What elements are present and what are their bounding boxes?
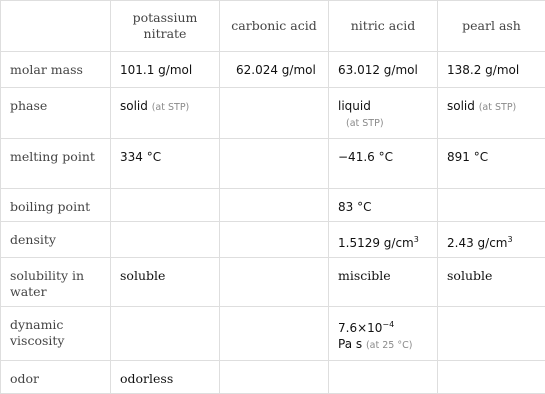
table-cell [220, 139, 329, 189]
density-value: 2.43 g/cm [447, 236, 507, 250]
corner-cell [1, 1, 111, 52]
table-cell: 62.024 g/mol [220, 52, 329, 88]
table-cell: −41.6 °C [329, 139, 438, 189]
table-cell: 63.012 g/mol [329, 52, 438, 88]
column-header-pearl-ash: pearl ash [438, 1, 545, 52]
phase-note: (at STP) [479, 102, 517, 113]
table-cell: soluble [438, 258, 545, 307]
header-row [1, 1, 545, 52]
density-exponent: 3 [414, 235, 419, 244]
table-cell: 891 °C [438, 139, 545, 189]
row-label: boiling point [1, 189, 111, 222]
table-cell [220, 307, 329, 361]
column-header-carbonic-acid: carbonic acid [220, 1, 329, 52]
row-label: melting point [1, 139, 111, 189]
table-cell [111, 307, 220, 361]
phase-value: liquid [338, 98, 437, 114]
density-value: 1.5129 g/cm [338, 236, 414, 250]
table-cell [438, 88, 545, 139]
table-cell [111, 88, 220, 139]
row-label: odor [1, 361, 111, 394]
table-cell [220, 222, 329, 258]
phase-note: (at STP) [338, 114, 437, 132]
table-cell [111, 222, 220, 258]
row-label: molar mass [1, 52, 111, 88]
phase-value: solid [120, 99, 148, 113]
table-cell [329, 361, 438, 394]
table-cell: 101.1 g/mol [111, 52, 220, 88]
viscosity-value: 7.6×10 [338, 321, 382, 335]
table-cell [220, 258, 329, 307]
viscosity-exponent: −4 [382, 320, 394, 329]
table-row-melting-point [1, 139, 545, 189]
viscosity-note: (at 25 °C) [366, 340, 412, 351]
table-cell: 83 °C [329, 189, 438, 222]
table-cell [220, 361, 329, 394]
table-row-dynamic-viscosity [1, 307, 545, 361]
table-row-phase [1, 88, 545, 139]
table-cell: miscible [329, 258, 438, 307]
column-header-nitric-acid: nitric acid [329, 1, 438, 52]
row-label: dynamic viscosity [1, 307, 111, 361]
table-cell [329, 222, 438, 258]
table-cell [329, 307, 438, 361]
table-cell [438, 307, 545, 361]
phase-note: (at STP) [152, 102, 190, 113]
table-row-solubility [1, 258, 545, 307]
table-cell: 334 °C [111, 139, 220, 189]
phase-value: solid [447, 99, 475, 113]
table-cell [220, 88, 329, 139]
viscosity-unit: Pa s [338, 337, 362, 351]
table-cell [329, 88, 438, 139]
table-row-molar-mass [1, 52, 545, 88]
table-cell: soluble [111, 258, 220, 307]
table-row-density [1, 222, 545, 258]
table-cell [111, 189, 220, 222]
table-row-boiling-point [1, 189, 545, 222]
row-label: density [1, 222, 111, 258]
table-cell [438, 189, 545, 222]
column-header-potassium-nitrate: potassium nitrate [111, 1, 220, 52]
table-cell [438, 361, 545, 394]
table-cell [438, 222, 545, 258]
table-cell: 138.2 g/mol [438, 52, 545, 88]
density-exponent: 3 [507, 235, 512, 244]
table-cell: odorless [111, 361, 220, 394]
table-row-odor [1, 361, 545, 394]
row-label: phase [1, 88, 111, 139]
table-cell [220, 189, 329, 222]
row-label: solubility in water [1, 258, 111, 307]
